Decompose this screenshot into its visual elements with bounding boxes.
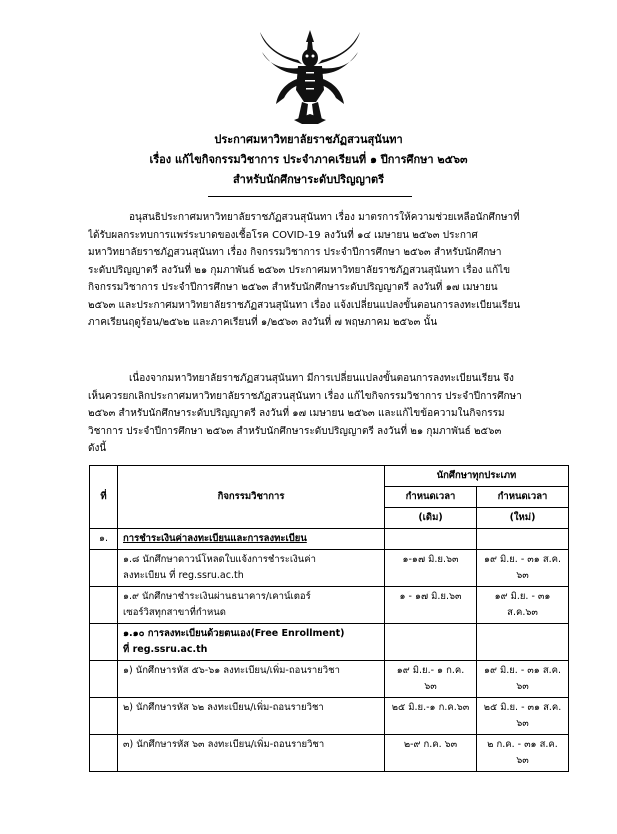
old-date-line: ๑-๑๗ มิ.ย.๖๓ — [402, 554, 459, 565]
old-date-cell — [385, 698, 477, 735]
activity-line: ที่ reg.ssru.ac.th — [123, 644, 208, 655]
new-date-line: ๑๙ มิ.ย. - ๓๑ — [494, 591, 551, 602]
garuda-emblem — [258, 28, 362, 126]
empty-cell — [90, 624, 118, 661]
column-header-old-label: (เดิม) — [385, 508, 477, 529]
empty-cell — [90, 550, 118, 587]
table-row — [90, 698, 569, 735]
announcement-title: ประกาศมหาวิทยาลัยราชภัฏสวนสุนันทา — [214, 133, 403, 146]
column-header-activity: กิจกรรมวิชาการ — [118, 466, 385, 529]
activity-line: ๑) นักศึกษารหัส ๕๖-๖๑ ลงทะเบียน/เพิ่ม-ถอนรายวิชา — [123, 665, 340, 676]
table-row — [90, 587, 569, 624]
new-date-line: ส.ค.๖๓ — [507, 607, 538, 618]
section-number: ๑. — [90, 529, 118, 550]
new-date-line: ๑๙ มิ.ย. - ๓๑ ส.ค. — [483, 554, 562, 565]
empty-cell — [90, 587, 118, 624]
table-header-row — [90, 466, 569, 487]
empty-cell — [385, 529, 477, 550]
paragraph-line: ๒๕๖๓ และประกาศมหาวิทยาลัยราชภัฏสวนสุนันทา เรื่อง แจ้งเปลี่ยนแปลงขั้นตอนการลงทะเบียนเรียน — [88, 299, 521, 311]
activity-line: ๑.๙ นักศึกษาชำระเงินผ่านธนาคาร/เคาน์เตอร์ — [123, 591, 311, 602]
table-row — [90, 735, 569, 772]
paragraph-line: เนื่องจากมหาวิทยาลัยราชภัฏสวนสุนันทา มีการเปลี่ยนแปลงขั้นตอนการลงทะเบียนเรียน จึง — [129, 373, 514, 384]
old-date-line: ๑๙ มิ.ย.- ๑ ก.ค. — [396, 665, 465, 676]
old-date-cell — [385, 661, 477, 698]
old-date-cell — [385, 624, 477, 661]
new-date-cell — [477, 698, 569, 735]
activity-cell — [118, 587, 385, 624]
activity-cell — [118, 661, 385, 698]
paragraph-line: เห็นควรยกเลิกประกาศมหาวิทยาลัยราชภัฏสวนสุนันทา เรื่อง แก้ไขกิจกรรมวิชาการ ประจำปีการศึกษา — [88, 390, 522, 402]
empty-cell — [477, 529, 569, 550]
title-underline — [208, 196, 412, 197]
activity-line: ลงทะเบียน ที่ reg.ssru.ac.th — [123, 570, 244, 581]
new-date-cell — [477, 735, 569, 772]
empty-cell — [90, 698, 118, 735]
activity-line: เซอร์วิสทุกสาขาที่กำหนด — [123, 607, 226, 618]
paragraph-line: กิจกรรมวิชาการ ประจำปีการศึกษา ๒๕๖๓ สำหรับนักศึกษาระดับปริญญาตรี ลงวันที่ ๑๗ เมษายน — [88, 282, 498, 293]
column-header-new: กำหนดเวลา — [477, 487, 569, 508]
activity-line: ๒) นักศึกษารหัส ๖๒ ลงทะเบียน/เพิ่ม-ถอนรายวิชา — [123, 702, 324, 713]
paragraph-line: ระดับปริญญาตรี ลงวันที่ ๒๑ กุมภาพันธ์ ๒๕๖๓ ประกาศมหาวิทยาลัยราชภัฏสวนสุนันทา เรื่อง แก้ไข — [88, 264, 511, 276]
empty-cell — [90, 735, 118, 772]
new-date-line: ๖๓ — [516, 755, 529, 766]
new-date-line: ๑๙ มิ.ย. - ๓๑ ส.ค. — [483, 665, 562, 676]
paragraph-line: มหาวิทยาลัยราชภัฏสวนสุนันทา เรื่อง กิจกรรมวิชาการ ประจำปีการศึกษา ๒๕๖๓ สำหรับนักศึกษา — [88, 247, 502, 258]
activity-line: ๑.๑๐ การลงทะเบียนด้วยตนเอง(Free Enrollment) — [123, 628, 345, 639]
old-date-cell — [385, 550, 477, 587]
old-date-line: ๑ - ๑๗ มิ.ย.๖๓ — [399, 591, 462, 602]
new-date-line: ๖๓ — [516, 681, 529, 692]
table-row — [90, 624, 569, 661]
activity-line: ๑.๘ นักศึกษาดาวน์โหลดใบแจ้งการชำระเงินค่า — [123, 554, 316, 565]
schedule-table — [89, 465, 569, 772]
table-row — [90, 661, 569, 698]
new-date-cell — [477, 587, 569, 624]
new-date-cell — [477, 661, 569, 698]
activity-cell — [118, 550, 385, 587]
new-date-cell — [477, 624, 569, 661]
new-date-line: ๒ ก.ค. - ๓๑ ส.ค. — [487, 739, 558, 750]
paragraph-2 — [88, 370, 536, 458]
section-title: การชำระเงินค่าลงทะเบียนและการลงทะเบียน — [118, 529, 385, 550]
column-header-no: ที่ — [90, 466, 118, 529]
paragraph-line: วิชาการ ประจำปีการศึกษา ๒๕๖๓ สำหรับนักศึกษาระดับปริญญาตรี ลงวันที่ ๒๑ กุมภาพันธ์ ๒๕๖๓ — [88, 425, 502, 437]
empty-cell — [90, 661, 118, 698]
paragraph-line: ๒๕๖๓ สำหรับนักศึกษาระดับปริญญาตรี ลงวันที่ ๑๗ เมษายน ๒๕๖๓ และแก้ไขข้อความในกิจกรรม — [88, 408, 505, 419]
paragraph-1 — [88, 209, 536, 332]
column-group-header: นักศึกษาทุกประเภท — [385, 466, 569, 487]
activity-cell — [118, 698, 385, 735]
old-date-line: ๒-๙ ก.ค. ๖๓ — [403, 739, 458, 750]
column-header-old: กำหนดเวลา — [385, 487, 477, 508]
new-date-line: ๖๓ — [516, 570, 529, 581]
paragraph-line: ภาคเรียนฤดูร้อน/๒๕๖๒ และภาคเรียนที่ ๑/๒๕๖๓ ลงวันที่ ๗ พฤษภาคม ๒๕๖๓ นั้น — [88, 317, 438, 328]
paragraph-line: ได้รับผลกระทบการแพร่ระบาดของเชื้อโรค COVID-19 ลงวันที่ ๑๔ เมษายน ๒๕๖๓ ประกาศ — [88, 229, 478, 241]
paragraph-line: ดังนี้ — [88, 443, 107, 454]
old-date-line: ๒๕ มิ.ย.-๑ ก.ค.๖๓ — [391, 702, 470, 713]
paragraph-line: อนุสนธิประกาศมหาวิทยาลัยราชภัฏสวนสุนันทา เรื่อง มาตรการให้ความช่วยเหลือนักศึกษาที่ — [129, 212, 520, 223]
section-row — [90, 529, 569, 550]
new-date-cell — [477, 550, 569, 587]
activity-line: ๓) นักศึกษารหัส ๖๓ ลงทะเบียน/เพิ่ม-ถอนรายวิชา — [123, 739, 325, 750]
announcement-subject: เรื่อง แก้ไขกิจกรรมวิชาการ ประจำภาคเรียนที่ ๑ ปีการศึกษา ๒๕๖๓ — [149, 153, 468, 166]
new-date-line: ๖๓ — [516, 718, 529, 729]
activity-cell — [118, 624, 385, 661]
new-date-line: ๒๕ มิ.ย. - ๓๑ ส.ค. — [483, 702, 562, 713]
old-date-cell — [385, 587, 477, 624]
column-header-new-label: (ใหม่) — [477, 508, 569, 529]
activity-cell — [118, 735, 385, 772]
table-row — [90, 550, 569, 587]
old-date-line: ๖๓ — [424, 681, 437, 692]
old-date-cell — [385, 735, 477, 772]
announcement-audience: สำหรับนักศึกษาระดับปริญญาตรี — [232, 173, 385, 186]
